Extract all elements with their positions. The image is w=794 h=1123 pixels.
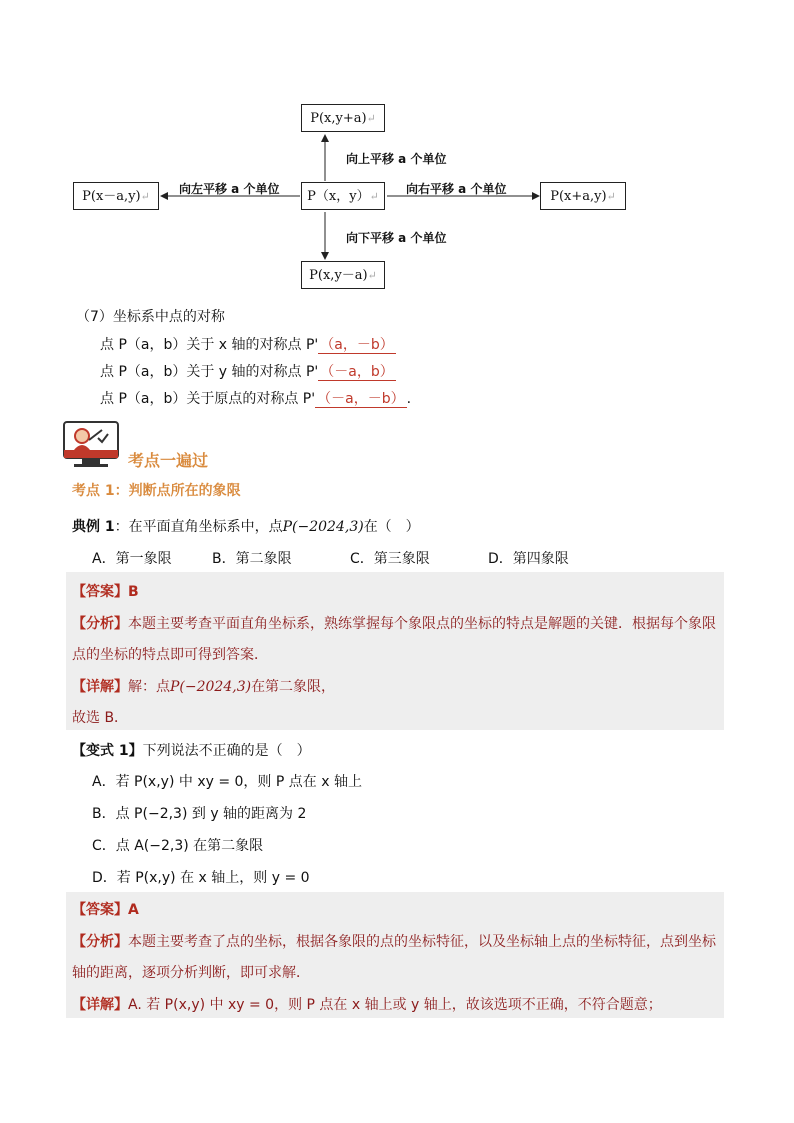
example1-option-d: D．第四象限: [488, 551, 569, 567]
example1-option-b: B．第二象限: [212, 551, 292, 567]
up-point: P(x,y+a): [310, 111, 367, 126]
variant1-answer: 【答案】A: [72, 902, 139, 918]
left-box: P(x－a,y)↵: [73, 182, 159, 210]
right-box: P(x+a,y)↵: [540, 182, 626, 210]
up-label: 向上平移 a 个单位: [346, 152, 447, 166]
teacher-board-icon: [62, 420, 120, 472]
down-point: P(x,y－a): [309, 268, 368, 283]
symmetry-line-y: 点 P（a，b）关于 y 轴的对称点 P' （－a，b）: [100, 364, 394, 380]
variant1-option-a: A．若 P(x,y) 中 xy = 0，则 P 点在 x 轴上: [92, 774, 362, 790]
example1-stem: 典例 1：在平面直角坐标系中，点P(−2024,3)在（ ）: [72, 519, 420, 535]
variant1-stem: 【变式 1】下列说法不正确的是（ ）: [72, 743, 311, 759]
right-label: 向右平移 a 个单位: [406, 182, 507, 196]
section-title: 考点一遍过: [128, 451, 209, 470]
down-label: 向下平移 a 个单位: [346, 231, 447, 245]
example1-detail: 【详解】解：点P(−2024,3)在第二象限，: [72, 679, 336, 695]
variant1-analysis-2: 轴的距离，逐项分析判断，即可求解．: [72, 965, 310, 981]
center-box: P（x，y）↵: [301, 182, 385, 210]
example1-option-c: C．第三象限: [350, 551, 430, 567]
symmetry-answer-origin: （－a，－b）: [317, 391, 405, 407]
left-point: P(x－a,y): [82, 189, 141, 204]
variant1-analysis-1: 【分析】本题主要考查了点的坐标，根据各象限的点的坐标特征，以及坐标轴上点的坐标特征，点到坐标: [72, 934, 716, 950]
variant1-option-c: C．点 A(−2,3) 在第二象限: [92, 838, 264, 854]
right-point: P(x+a,y): [550, 189, 607, 204]
example1-answer: 【答案】B: [72, 584, 139, 600]
example1-analysis-2: 点的坐标的特点即可得到答案．: [72, 647, 268, 663]
symmetry-heading: （7）坐标系中点的对称: [76, 309, 225, 325]
variant1-option-b: B．点 P(−2,3) 到 y 轴的距离为 2: [92, 806, 307, 822]
down-box: P(x,y－a)↵: [301, 261, 385, 289]
variant1-option-d: D．若 P(x,y) 在 x 轴上，则 y = 0: [92, 870, 310, 886]
example1-option-a: A．第一象限: [92, 551, 172, 567]
section-subtitle: 考点 1：判断点所在的象限: [72, 483, 241, 499]
variant1-detail: 【详解】A. 若 P(x,y) 中 xy = 0，则 P 点在 x 轴上或 y 轴上，故该选项不正确，不符合题意；: [72, 997, 662, 1013]
center-point: P（x，y）: [307, 189, 370, 204]
example1-analysis-1: 【分析】本题主要考查平面直角坐标系，熟练掌握每个象限点的坐标的特点是解题的关键．根据每个象限: [72, 616, 716, 632]
symmetry-line-origin: 点 P（a，b）关于原点的对称点 P' （－a，－b） .: [100, 391, 412, 407]
symmetry-line-x: 点 P（a，b）关于 x 轴的对称点 P' （a，－b）: [100, 337, 394, 353]
symmetry-answer-y: （－a，b）: [320, 364, 394, 380]
up-box: P(x,y+a)↵: [301, 104, 385, 132]
symmetry-answer-x: （a，－b）: [320, 337, 394, 353]
left-label: 向左平移 a 个单位: [179, 182, 280, 196]
example1-conclusion: 故选 B．: [72, 710, 129, 726]
